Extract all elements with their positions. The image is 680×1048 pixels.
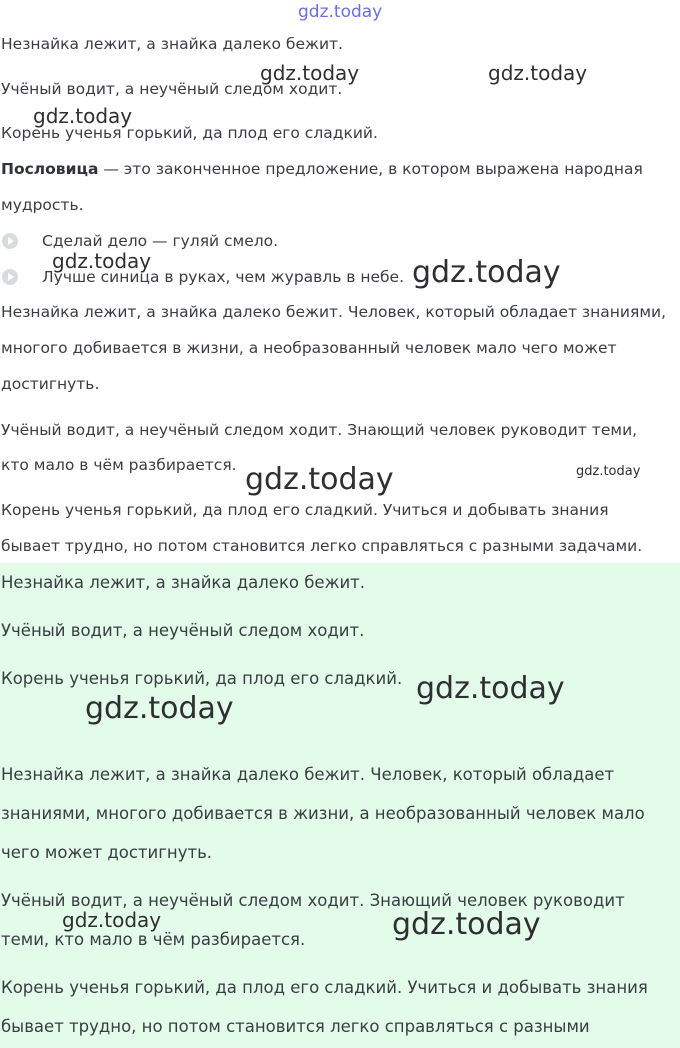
answer-line: Учёный водит, а неучёный следом ходит. Знающий человек руководит [1, 891, 625, 910]
proverb-line: Учёный водит, а неучёный следом ходит. [1, 80, 343, 98]
answer-line: чего может достигнуть. [1, 843, 213, 862]
play-circle-icon [2, 269, 18, 285]
answer-line: Незнайка лежит, а знайка далеко бежит. Человек, который обладает [1, 765, 615, 784]
explanation-line: многого добивается в жизни, а необразованный человек мало чего может [1, 339, 617, 357]
watermark: gdz.today [412, 255, 561, 290]
watermark: gdz.today [576, 464, 641, 479]
definition-line-2: мудрость. [1, 196, 84, 214]
list-item-text: Сделай дело — гуляй смело. [42, 232, 279, 250]
explanation-line: бывает трудно, но потом становится легко справляться с разными задачами. [1, 537, 643, 555]
watermark: gdz.today [245, 462, 394, 497]
proverb-line: Корень ученья горький, да плод его сладкий. [1, 124, 378, 142]
explanation-line: Учёный водит, а неучёный следом ходит. Знающий человек руководит теми, [1, 421, 638, 439]
definition-text: — это законченное предложение, в котором выражена народная [98, 160, 643, 178]
explanation-line: достигнуть. [1, 375, 100, 393]
play-circle-icon [2, 233, 18, 249]
watermark: gdz.today [260, 61, 360, 85]
explanation-line: кто мало в чём разбирается. [1, 456, 237, 474]
definition-line [1, 158, 643, 180]
explanation-line: Корень ученья горький, да плод его сладкий. Учиться и добывать знания [1, 501, 609, 519]
answer-line: Незнайка лежит, а знайка далеко бежит. [1, 573, 366, 592]
watermark: gdz.today [416, 671, 565, 706]
watermark: gdz.today [52, 249, 152, 273]
watermark: gdz.today [62, 908, 162, 932]
definition-term: Пословица [1, 160, 99, 178]
list-item-text: Лучше синица в руках, чем журавль в небе. [42, 268, 405, 286]
answer-line: знаниями, многого добивается в жизни, а необразованный человек мало [1, 804, 645, 823]
watermark: gdz.today [33, 104, 133, 128]
answer-line: Корень ученья горький, да плод его сладкий. [1, 669, 403, 688]
answer-panel [0, 563, 680, 1048]
explanation-line: Незнайка лежит, а знайка далеко бежит. Человек, который обладает знаниями, [1, 303, 667, 321]
watermark: gdz.today [392, 907, 541, 942]
proverb-line: Незнайка лежит, а знайка далеко бежит. [1, 35, 343, 53]
watermark: gdz.today [488, 61, 588, 85]
answer-line: бывает трудно, но потом становится легко справляться с разными [1, 1017, 590, 1036]
watermark-top: gdz.today [298, 2, 383, 22]
answer-line: теми, кто мало в чём разбирается. [1, 930, 306, 949]
answer-line: Учёный водит, а неучёный следом ходит. [1, 621, 365, 640]
watermark: gdz.today [85, 691, 234, 726]
answer-line: Корень ученья горький, да плод его сладкий. Учиться и добывать знания [1, 978, 648, 997]
